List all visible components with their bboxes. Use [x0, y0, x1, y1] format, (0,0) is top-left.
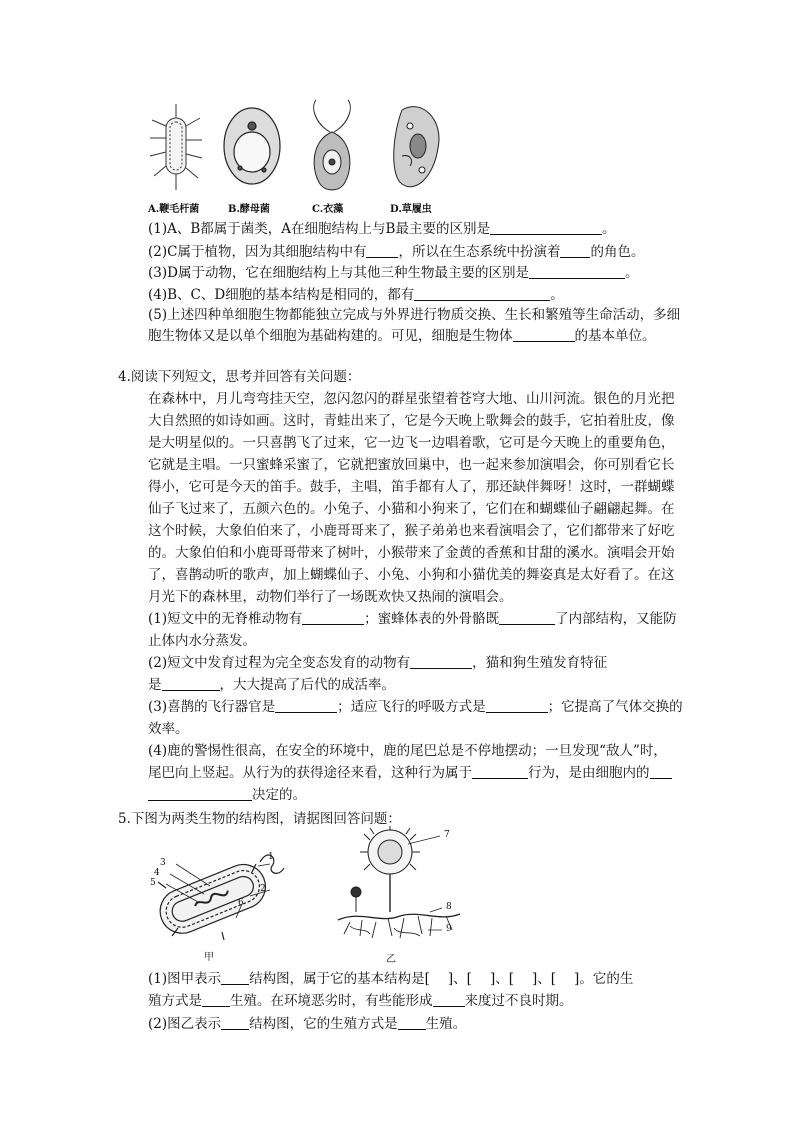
answer-blank[interactable] [490, 220, 602, 235]
answer-blank[interactable] [366, 243, 398, 258]
label-4: 4 [154, 868, 160, 878]
q4-passage-line: 月光下的森林里，动物们举行了一场既欢快又热闹的演唱会。 [148, 589, 513, 605]
chlamydomonas-drawing [314, 100, 351, 190]
q4-item4-cont: 尾巴向上竖起。从行为的获得途径来看，这种行为属于 行为，是由细胞内的 [148, 762, 672, 784]
answer-blank[interactable] [560, 243, 590, 258]
q4-passage-line: 它就是主唱。一只蜜蜂采蜜了，它就把蜜放回巢中，也一起来参加演唱会，你可别看它长 [148, 457, 675, 473]
answer-blank[interactable] [472, 764, 528, 779]
answer-blank[interactable] [650, 764, 672, 779]
q4-item1-cont: 止体内水分蒸发。 [148, 633, 256, 649]
answer-blank[interactable] [486, 698, 548, 713]
paramecium-drawing [394, 107, 439, 187]
q4-item3-cont: 效率。 [148, 721, 189, 737]
label-7: 7 [444, 830, 450, 840]
q3-item1: (1)A、B都属于菌类，A在细胞结构上与B最主要的区别是 。 [148, 221, 616, 237]
caption-b: B.酵母菌 [228, 204, 270, 215]
answer-blank[interactable] [275, 698, 337, 713]
caption-c: C.衣藻 [312, 204, 344, 215]
organisms-illustration [140, 96, 460, 196]
label-8: 8 [446, 902, 452, 912]
q4-item4-cont2: 决定的。 [148, 784, 306, 806]
q4-passage-line: 仙子飞过来了，五颜六色的。小兔子、小猫和小狗来了，它们在和蝴蝶仙子翩翩起舞。在 [148, 501, 675, 517]
q4-item2: (2)短文中发育过程为完全变态发育的动物有 ，猫和狗生殖发育特征 [148, 655, 608, 671]
answer-blank[interactable] [433, 992, 465, 1007]
q4-passage-line: 了，喜鹊动听的歌声，加上蝴蝶仙子、小兔、小狗和小猫优美的舞姿真是太好看了。在这 [148, 567, 675, 583]
q4-item3: (3)喜鹊的飞行器官是 ；适应飞行的呼吸方式是 ；它提高了气体交换的 [148, 699, 683, 715]
answer-blank[interactable] [410, 654, 472, 669]
answer-blank[interactable] [414, 286, 550, 301]
q5-title: 5.下图为两类生物的结构图，请据图回答问题： [118, 811, 401, 827]
label-1: 1 [268, 852, 274, 862]
organisms-figure [140, 96, 460, 218]
caption-yi: 乙 [386, 954, 396, 965]
answer-blank[interactable] [148, 786, 252, 801]
bacterium-figure [142, 838, 292, 964]
yeast-drawing [224, 108, 280, 184]
answer-blank[interactable] [513, 327, 575, 342]
answer-blank[interactable] [529, 264, 625, 279]
q4-title: 4.阅读下列短文，思考并回答有关问题： [118, 369, 361, 385]
q5-item1: (1)图甲表示 结构图，属于它的基本结构是[ ]、[ ]、[ ]、[ ]。它的生 [148, 971, 634, 987]
q4-passage-line: 是大明星似的。一只喜鹊飞了过来，它一边飞一边唱着歌，它可是今天晚上的重要角色， [148, 435, 675, 451]
caption-jia: 甲 [204, 952, 214, 963]
q4-passage-line: 大自然照的如诗如画。这时，青蛙出来了，它是今天晚上歌舞会的鼓手，它拍着肚皮，像 [148, 413, 675, 429]
caption-a: A.鞭毛杆菌 [148, 204, 200, 215]
q5-item1-cont: 殖方式是 生殖。在环境恶劣时，有些能形成 来度过不良时期。 [148, 993, 573, 1009]
q3-item5-cont: 胞生物体又是以单个细胞为基础构建的。可见，细胞是生物体 的基本单位。 [148, 328, 656, 344]
q3-item4: (4)B、C、D细胞的基本结构是相同的，都有 。 [148, 287, 564, 303]
q4-passage-line: 得小，它可是今天的笛手。鼓手，主唱，笛手都有人了，那还缺伴舞呀！这时，一群蝴蝶 [148, 479, 675, 495]
label-3: 3 [160, 858, 166, 868]
label-6: 6 [238, 898, 244, 908]
caption-d: D.草履虫 [390, 204, 432, 215]
label-2: 2 [260, 884, 266, 894]
answer-blank[interactable] [202, 992, 230, 1007]
q4-item4: (4)鹿的警惕性很高，在安全的环境中，鹿的尾巴总是不停地摆动；一旦发现“敌人”时， [148, 743, 667, 759]
q4-passage-line: 这个时候，大象伯伯来了，小鹿哥哥来了，猴子弟弟也来看演唱会了，它们都带来了好吃 [148, 523, 675, 539]
answer-blank[interactable] [302, 610, 364, 625]
bacillus-drawing [150, 104, 202, 190]
q4-item2-cont: 是 ，大大提高了后代的成活率。 [148, 677, 395, 693]
q4-passage-line: 在森林中，月儿弯弯挂天空，忽闪忽闪的群星张望着苍穹大地、山川河流。银色的月光把 [148, 391, 675, 407]
q3-item5: (5)上述四种单细胞生物都能独立完成与外界进行物质交换、生长和繁殖等生命活动，多细 [148, 307, 681, 323]
answer-blank[interactable] [162, 676, 220, 691]
answer-blank[interactable] [398, 1015, 426, 1030]
answer-blank[interactable] [221, 970, 249, 985]
label-5: 5 [150, 878, 156, 888]
answer-blank[interactable] [499, 610, 555, 625]
q5-item2: (2)图乙表示 结构图，它的生殖方式是 生殖。 [148, 1016, 467, 1032]
mold-illustration [330, 826, 480, 946]
q3-item3: (3)D属于动物，它在细胞结构上与其他三种生物最主要的区别是 。 [148, 265, 639, 281]
label-9: 9 [446, 924, 452, 934]
answer-blank[interactable] [221, 1015, 249, 1030]
q4-item1: (1)短文中的无脊椎动物有 ；蜜蜂体表的外骨骼既 了内部结构，又能防 [148, 611, 677, 627]
q3-item2: (2)C属于植物，因为其细胞结构中有 ，所以在生态系统中扮演着 的角色。 [148, 244, 645, 260]
mold-figure [330, 826, 480, 970]
q4-passage-line: 的。大象伯伯和小鹿哥哥带来了树叶，小猴带来了金黄的香蕉和甘甜的溪水。演唱会开始 [148, 545, 675, 561]
